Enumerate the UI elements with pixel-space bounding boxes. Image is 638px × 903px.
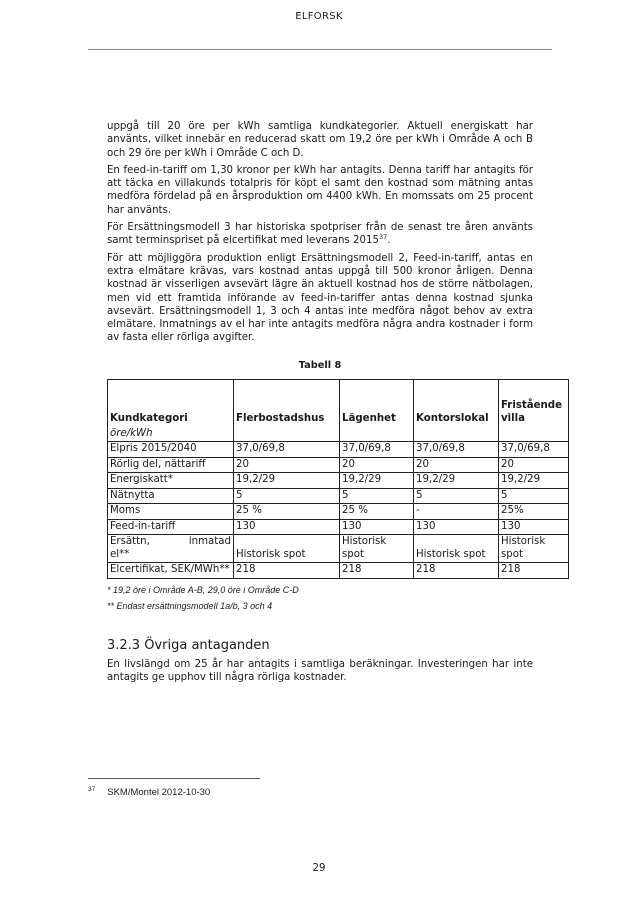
table-cell bbox=[340, 535, 414, 563]
paragraph-meter-cost: För att möjliggöra produktion enligt Ersättningsmodell 2, Feed-in-tariff, antas en extra elmätare krävas, vars kostnad antas uppgå till 500 kronor årligen. Denna kostnad är visserligen avsevärt lägre än aktuell kostnad hos de större nätbolagen, men vid ett framtida införande av feed-in-tariffer antas denna kostnad sjunka avsevärt. Ersättningsmodell 1, 3 och 4 antas inte medföra något behov av extra elmätare. Inmatnings av el har inte antagits medföra några andra kostnader i form av fasta eller rörliga avgifter. bbox=[107, 252, 533, 344]
table-cell: 19,2/29 bbox=[414, 473, 499, 489]
table-cell: 218 bbox=[340, 563, 414, 579]
table-row bbox=[108, 535, 569, 563]
footnote-reference: 37 bbox=[378, 233, 388, 242]
table-notes bbox=[107, 582, 533, 614]
table-cell: 37,0/69,8 bbox=[234, 442, 340, 458]
table-cell: Elcertifikat, SEK/MWh** bbox=[108, 563, 234, 579]
table-unit-row bbox=[108, 426, 569, 442]
table-note-energy-tax: * 19,2 öre i Område A-B, 29,0 öre i Område C-D bbox=[107, 584, 299, 595]
footnote-number: 37 bbox=[88, 786, 96, 793]
paragraph-feed-in-tariff: En feed-in-tariff om 1,30 kronor per kWh har antagits. Denna tariff har antagits för att täcka en villakunds totalpris för köpt el samt den kostnad som mätning antas medföra fördelad på en årsproduktion om 4400 kWh. En momssats om 25 procent har använts. bbox=[107, 164, 533, 216]
main-content bbox=[107, 120, 562, 688]
header-kundkategori: Kundkategori bbox=[108, 380, 234, 427]
table-cell: Energiskatt* bbox=[108, 473, 234, 489]
cell-line: el** bbox=[110, 548, 130, 560]
table-cell: 130 bbox=[234, 519, 340, 535]
table-cell: Historisk spot bbox=[234, 535, 340, 563]
section-heading: 3.2.3 Övriga antaganden bbox=[107, 637, 270, 653]
table-cell: 19,2/29 bbox=[499, 473, 569, 489]
section-paragraph: En livslängd om 25 år har antagits i samtliga beräkningar. Investeringen har inte antagits ge upphov till några rörliga kostnader. bbox=[107, 658, 533, 683]
paragraph-energy-tax: uppgå till 20 öre per kWh samtliga kundkategorier. Aktuell energiskatt har använts, vilket innebär en reducerad skatt om 19,2 öre per kWh i Område A och B och 29 öre per kWh i Område C och D. bbox=[107, 121, 533, 159]
table-cell: - bbox=[414, 504, 499, 520]
table-cell: 5 bbox=[499, 488, 569, 504]
table-cell: 25 % bbox=[340, 504, 414, 520]
header-lagenhet: Lägenhet bbox=[340, 380, 414, 427]
footnote bbox=[88, 786, 210, 798]
table-cell bbox=[414, 426, 499, 442]
header-rule bbox=[88, 49, 552, 50]
table-row bbox=[108, 442, 569, 458]
table-row bbox=[108, 488, 569, 504]
table-cell: Moms bbox=[108, 504, 234, 520]
table-cell bbox=[340, 426, 414, 442]
table-note-models: ** Endast ersättningsmodell 1a/b, 3 och 4 bbox=[107, 600, 273, 611]
paragraph-model-3-text: För Ersättningsmodell 3 har historiska spotpriser från de senast tre åren använts samt terminspriset på elcertifikat med leverans 2015 bbox=[107, 222, 533, 247]
table-cell: Elpris 2015/2040 bbox=[108, 442, 234, 458]
paragraph-model-3 bbox=[107, 221, 533, 248]
table-cell: Historisk spot bbox=[414, 535, 499, 563]
footnote-text: SKM/Montel 2012-10-30 bbox=[107, 787, 211, 798]
cell-line: Historisk bbox=[342, 536, 387, 548]
table-cell: 5 bbox=[340, 488, 414, 504]
table-cell: 5 bbox=[234, 488, 340, 504]
table-cell bbox=[499, 426, 569, 442]
table-row bbox=[108, 563, 569, 579]
header-friistaende-villa: Fristående villa bbox=[499, 380, 569, 427]
table-row bbox=[108, 457, 569, 473]
table-row bbox=[108, 504, 569, 520]
table-cell bbox=[108, 535, 234, 563]
header-flerbostadshus: Flerbostadshus bbox=[234, 380, 340, 427]
table-cell: Rörlig del, nättariff bbox=[108, 457, 234, 473]
cell-line: spot bbox=[342, 548, 365, 560]
table-cell: 5 bbox=[414, 488, 499, 504]
table-cell: 130 bbox=[499, 519, 569, 535]
header-kontorslokal: Kontorslokal bbox=[414, 380, 499, 427]
table-cell: 19,2/29 bbox=[234, 473, 340, 489]
table-cell: 37,0/69,8 bbox=[499, 442, 569, 458]
table-row bbox=[108, 519, 569, 535]
table-cell: 37,0/69,8 bbox=[414, 442, 499, 458]
table-cell: Historisk spot bbox=[499, 535, 569, 563]
table-cell: 25 % bbox=[234, 504, 340, 520]
table-row bbox=[108, 473, 569, 489]
cell-word: Ersättn, bbox=[110, 536, 150, 548]
unit-label: öre/kWh bbox=[108, 426, 234, 442]
table-cell: Nätnytta bbox=[108, 488, 234, 504]
table-cell: Feed-in-tariff bbox=[108, 519, 234, 535]
table-cell: 20 bbox=[340, 457, 414, 473]
table-header-row bbox=[108, 380, 569, 427]
table-title: Tabell 8 bbox=[298, 359, 342, 371]
table-cell: 20 bbox=[234, 457, 340, 473]
table-cell: 130 bbox=[414, 519, 499, 535]
assumptions-table bbox=[107, 379, 569, 579]
table-cell bbox=[234, 426, 340, 442]
page-header: ELFORSK bbox=[295, 11, 343, 22]
table-cell: 218 bbox=[234, 563, 340, 579]
table-cell: 20 bbox=[499, 457, 569, 473]
table-cell: 19,2/29 bbox=[340, 473, 414, 489]
table-cell: 130 bbox=[340, 519, 414, 535]
cell-word: inmatad bbox=[188, 536, 231, 548]
table-cell: 37,0/69,8 bbox=[340, 442, 414, 458]
table-cell: 20 bbox=[414, 457, 499, 473]
cell-line bbox=[110, 536, 231, 549]
sentence-period: . bbox=[387, 235, 391, 247]
table-cell: 218 bbox=[414, 563, 499, 579]
footnote-rule bbox=[88, 778, 260, 779]
table-cell: 25% bbox=[499, 504, 569, 520]
table-cell: 218 bbox=[499, 563, 569, 579]
page-number: 29 bbox=[312, 863, 326, 874]
